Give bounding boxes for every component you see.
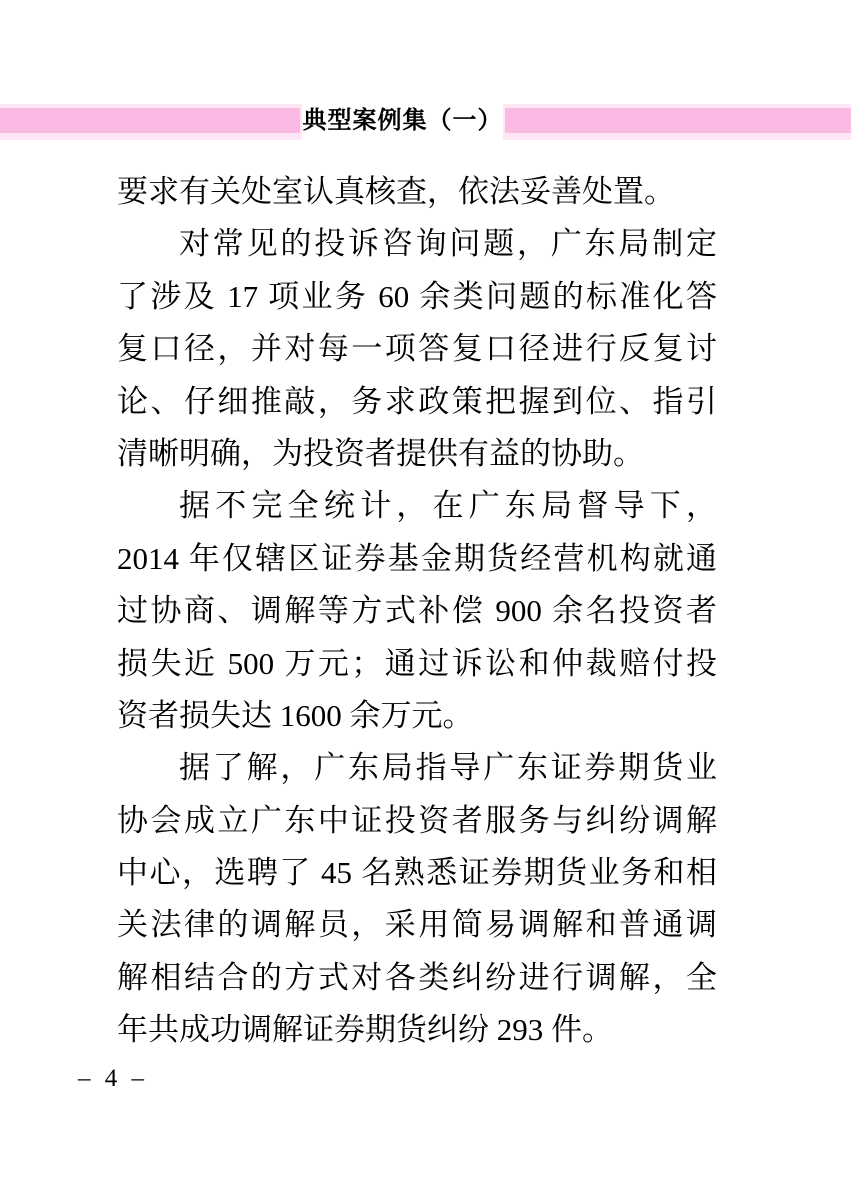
text-line: 过协商、调解等方式补偿 900 余名投资者 <box>117 593 717 629</box>
text-line: 据不完全统计，在广东局督导下， <box>179 488 717 524</box>
page-header-title: 典型案例集（一） <box>302 107 503 134</box>
text-line: 解相结合的方式对各类纠纷进行调解，全 <box>117 959 717 995</box>
text-line: 了涉及 17 项业务 60 余类问题的标准化答 <box>117 278 717 314</box>
header-band-left <box>0 108 300 133</box>
header-band-right <box>505 108 851 133</box>
text-line: 论、仔细推敲，务求政策把握到位、指引 <box>117 383 717 419</box>
text-line: 2014 年仅辖区证券基金期货经营机构就通 <box>117 540 717 576</box>
text-line: 年共成功调解证券期货纠纷 293 件。 <box>117 1012 613 1048</box>
text-line: 据了解，广东局指导广东证券期货业 <box>179 750 717 786</box>
text-line: 复口径，并对每一项答复口径进行反复讨 <box>117 331 717 367</box>
text-line: 损失近 500 万元；通过诉讼和仲裁赔付投 <box>117 645 717 681</box>
text-line: 清晰明确，为投资者提供有益的协助。 <box>117 435 644 471</box>
body-text <box>117 166 717 1057</box>
text-line: 中心，选聘了 45 名熟悉证券期货业务和相 <box>117 855 717 891</box>
text-line: 资者损失达 1600 余万元。 <box>117 697 474 733</box>
text-line: 协会成立广东中证投资者服务与纠纷调解 <box>117 802 717 838</box>
text-line: 要求有关处室认真核查，依法妥善处置。 <box>117 174 675 209</box>
text-line: 关法律的调解员，采用简易调解和普通调 <box>117 907 717 943</box>
page-number: – 4 – <box>78 1065 148 1092</box>
text-line: 对常见的投诉咨询问题，广东局制定 <box>179 226 717 262</box>
